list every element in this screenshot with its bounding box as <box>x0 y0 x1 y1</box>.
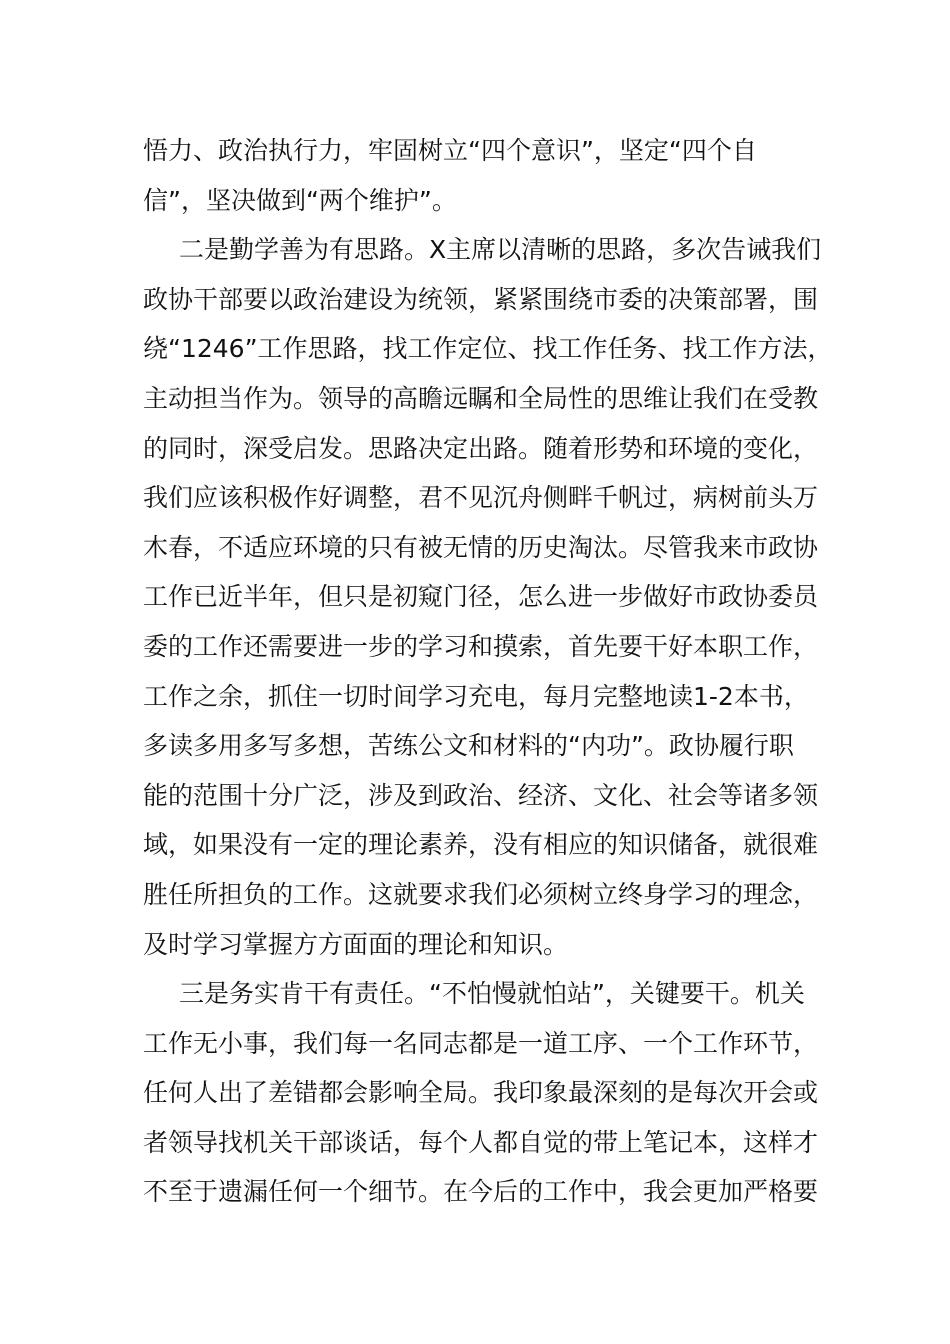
text-line-4: 政协干部要以政治建设为统领，紧紧围绕市委的决策部署，围 <box>143 284 819 314</box>
paragraph-start-2: 二是勤学善为有思路。X主席以清晰的思路，多次告诫我们 <box>179 235 822 265</box>
text-line-19: 工作无小事，我们每一名同志都是一道工序、一个工作环节， <box>143 1028 819 1058</box>
text-line-20: 任何人出了差错都会影响全局。我印象最深刻的是每次开会或 <box>143 1078 819 1108</box>
body-text <box>143 126 833 1217</box>
text-line-9: 木春，不适应环境的只有被无情的历史淘汰。尽管我来市政协 <box>143 532 819 562</box>
text-line-21: 者领导找机关干部谈话，每个人都自觉的带上笔记本，这样才 <box>143 1127 819 1157</box>
text-line-8: 我们应该积极作好调整，君不见沉舟侧畔千帆过，病树前头万 <box>143 483 819 513</box>
text-line-15: 域，如果没有一定的理论素养，没有相应的知识储备，就很难 <box>143 830 819 860</box>
text-line-10: 工作已近半年，但只是初窥门径，怎么进一步做好市政协委员 <box>143 582 819 612</box>
text-line-11: 委的工作还需要进一步的学习和摸索，首先要干好本职工作， <box>143 631 819 661</box>
text-line-5: 绕“1246”工作思路，找工作定位、找工作任务、找工作方法， <box>143 334 833 364</box>
text-line-22: 不至于遗漏任何一个细节。在今后的工作中，我会更加严格要 <box>143 1177 819 1207</box>
paragraph-start-3: 三是务实肯干有责任。“不怕慢就怕站”，关键要干。机关 <box>179 979 805 1009</box>
text-line-2: 信”，坚决做到“两个维护”。 <box>143 185 457 215</box>
text-line-6: 主动担当作为。领导的高瞻远瞩和全局性的思维让我们在受教 <box>143 383 819 413</box>
text-line-16: 胜任所担负的工作。这就要求我们必须树立终身学习的理念， <box>143 879 819 909</box>
text-line-17: 及时学习掌握方方面面的理论和知识。 <box>143 929 569 959</box>
text-line-7: 的同时，深受启发。思路决定出路。随着形势和环境的变化， <box>143 433 819 463</box>
text-line-1: 悟力、政治执行力，牢固树立“四个意识”，坚定“四个自 <box>143 136 757 165</box>
text-line-13: 多读多用多写多想，苦练公文和材料的“内功”。政协履行职 <box>143 731 794 761</box>
text-line-12: 工作之余，抓住一切时间学习充电，每月完整地读1-2本书， <box>143 681 809 711</box>
text-line-14: 能的范围十分广泛，涉及到政治、经济、文化、社会等诸多领 <box>143 780 819 810</box>
